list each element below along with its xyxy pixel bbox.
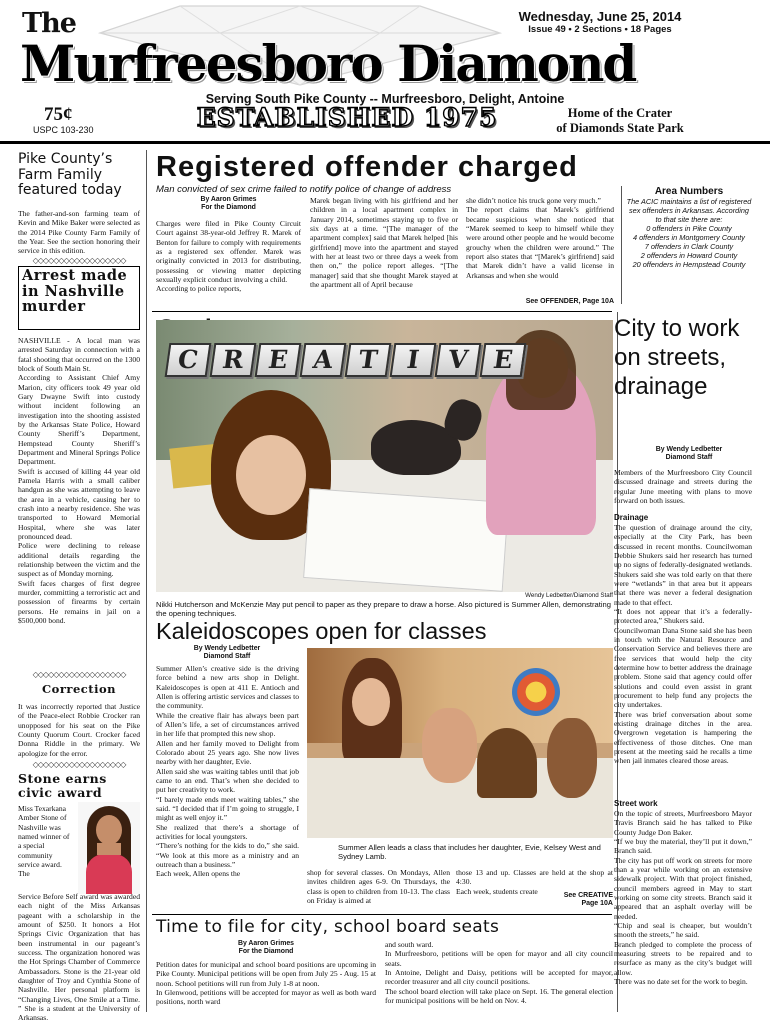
street-work-subhead: Street work	[614, 799, 658, 808]
creative-letter: E	[255, 343, 302, 377]
creative-letter: V	[435, 343, 482, 377]
area-numbers-box	[626, 186, 752, 270]
creative-letter: A	[300, 343, 347, 377]
creative-letter: R	[210, 343, 257, 377]
kaleidoscopes-col3: those 13 and up. Classes are held at the shop at 4:30. Each week, students create	[456, 868, 613, 896]
area-numbers-headline: Area Numbers	[654, 186, 724, 197]
column-rule	[146, 150, 147, 1012]
offender-col3: she didn’t notice his truck gone very much.” The report claims that Marek’s girlfriend became suspicious when she noticed that “Marek seemed to keep to himself while they were around other people and he would become grouchy when the children were around.” The report also states that “[Marek’s girlfriend] said that Marek didn’t have a valid license in Arkansas and when she would	[466, 196, 614, 280]
offender-headline: Registered offender charged	[156, 151, 578, 183]
filing-col1: Petition dates for municipal and school board positions are upcoming in Pike County. Municipal petitions will be open from July 25 - Aug. 15 at noon. School petitions will run from July 1-8 at noon. In Glenwood, petitions will be accepted for mayor as well as both ward positions, north ward	[156, 960, 376, 1007]
tagline: Serving South Pike County -- Murfreesboro, Delight, Antoine	[205, 92, 565, 106]
byline-org: Diamond Staff	[665, 454, 713, 462]
offender-jump[interactable]: See OFFENDER, Page 10A	[525, 298, 614, 305]
kaleidoscopes-jump[interactable]	[456, 892, 613, 909]
issue-info: Issue 49 • 2 Sections • 18 Pages	[528, 24, 672, 35]
byline-name: By Aaron Grimes	[200, 196, 257, 203]
correction-headline: Correction	[42, 682, 116, 696]
farm-family-body: The father-and-son farming team of Kevin and Mike Baker were selected as the 2014 Pike County Farm Family of the Year. See the section honoring their service in this edition.	[18, 209, 140, 256]
amber-stone-portrait	[78, 802, 140, 894]
offender-col1: Charges were filed in Pike County Circuit Court against 38-year-old Jeffrey R. Marek of Benton for failure to comply with requirements as a registered sex offender. Marek was originally convicted in 2013 for distributing, possessing or viewing matter depicting sexually explicit conduct involving a child. According to police reports,	[156, 219, 301, 294]
byline-name: By Wendy Ledbetter	[655, 446, 723, 453]
kaleidoscope-photo-caption: Summer Allen leads a class that includes her daughter, Evie, Kelsey West and Sydney Lamb.	[338, 843, 601, 862]
kaleidoscopes-headline: Kaleidoscopes open for classes	[156, 618, 487, 644]
photo-caption: Nikki Hutcherson and McKenzie May put pencil to paper as they prepare to draw a horse. Also pictured is Summer Allen, demonstrating the opening techniques.	[156, 600, 612, 619]
arrest-body: NASHVILLE - A local man was arrested Saturday in connection with a fatal shooting that occurred on the 1300 block of South Main St. According to Assistant Chief Amy Marion, city officers took 49 year old Gary Dwayne Swift into custody without incident following an investigation into the shooting assisted by the Arkansas State Police, Howard County Sheriff’s Department, Hempstead County Sheriff’s Department and Mineral Springs Police Department. Swift is accused of killing 44 year old Pamela Harris with a small caliber handgun as she was attempting to leave the area in a vehicle, causing her to crash into a nearby residence. She was transported to Howard Memorial Hospital, where she was later pronounced dead. Police were declining to release additional details regarding the relationship between the victim and the suspect as of Monday morning. Swift faces charges of first degree murder, committing a terroristic act and possession of firearms by certain persons. He remains in jail on a $500,000 bond.	[18, 336, 140, 625]
creative-letter: C	[165, 343, 212, 377]
arrest-headline-box	[18, 266, 140, 330]
drainage-subhead: Drainage	[614, 513, 649, 522]
drainage-body: The question of drainage around the city, especially at the City Park, has been discussed in recent months. Councilwoman Debbie Shukers said her research has turned up no signs of federally-designated wetlands. Shukers said she was told early on that there were “wetlands” in that area but it appears that there was never a federal designation made to that effect. “It does not appear that it’s a federally-protected area,” Shukers said. Councilwoman Dana Stone said she has been in touch with the Natural Resource and Conservation Service and believes there are free services that would help the city determine how to better address the drainage problem. Stone said that agency could offer solutions and could even assist in grant procurement to help fund any projects the city undertakes. There was brief conversation about some existing drainage ditches in the area. Overgrown vegetation is hampering the effectiveness of those ditches. One man present at the meeting said he recalls a time when jail inmates cleared those areas.	[614, 523, 752, 766]
city-byline	[626, 446, 752, 463]
offender-deck: Man convicted of sex crime failed to notify police of change of address	[156, 184, 452, 195]
masthead-the: The	[22, 8, 76, 39]
offender-byline	[156, 196, 301, 213]
byline-name: By Aaron Grimes	[237, 940, 295, 947]
creative-letter-tiles	[167, 343, 527, 377]
section-rule	[152, 914, 612, 915]
masthead-title: Murfreesboro Diamond	[20, 34, 636, 93]
byline-name: By Wendy Ledbetter	[193, 645, 261, 652]
jump-line: Page 10A	[581, 900, 613, 908]
filing-byline	[156, 940, 376, 957]
byline-org: For the Diamond	[238, 948, 294, 956]
creative-letter: T	[345, 343, 392, 377]
ornament-rule: ◇◇◇◇◇◇◇◇◇◇◇◇◇◇◇◇◇◇	[32, 670, 126, 679]
home-of-crater-line1: Home of the Crater	[567, 106, 673, 120]
masthead-rule	[0, 141, 770, 144]
home-of-crater-line2: of Diamonds State Park	[556, 121, 684, 135]
established-banner: ESTABLISHED 1975	[196, 103, 498, 132]
issue-date: Wednesday, June 25, 2014	[518, 9, 682, 24]
photo-credit: Wendy Ledbetter/Diamond Staff	[525, 592, 613, 599]
filing-headline: Time to file for city, school board seats	[156, 917, 500, 937]
city-headline: City to work on streets, drainage	[614, 315, 740, 400]
jump-line: See CREATIVE	[563, 892, 613, 899]
section-rule	[152, 311, 612, 312]
stone-headline: Stone earns civic award	[18, 771, 107, 800]
stone-body: Service Before Self award was awarded each night of the Miss Arkansas pageant with a scholarship in the amount of $250. It honors a Hot Springs Civic Organization that has been instrumental in our pageant’s success. The organization honored was the Hot Springs Chamber of Commerce Ambassadors. Stone is the 21-year old daughter of Troy and Cynthia Stone of Nashville. Her personal platform is “Changing Lives, One Smile at a Time. ” She is a student at the University of Arkansas.	[18, 892, 140, 1023]
price: 75¢	[44, 104, 73, 125]
kaleidoscopes-byline	[156, 645, 298, 662]
kaleidoscopes-col1: Summer Allen’s creative side is the driving force behind a new arts shop in Delight. Kaleidoscopes is open at 411 E. Antioch and Allen is offering artistic services and classes to the community. While the creative flair has always been part of Allen’s life, a set of circumstances arrived in her life that prompted this new shop. Allen and her family moved to Delight from Colorado about 25 years ago. She now lives nearby with her daughter, Evie. Allen said she was waiting tables until that job came to an end. That’s when she decided to put her creativity to work. “I barely made ends meet waiting tables,” she said. “I decided that if I’m going to struggle, I might as well enjoy it.” She realized that there’s a shortage of activities for local youngsters. “There’s nothing for the kids to do,” she said. “We look at this more as a ministry and an outreach than a business.” Each week, Allen opens the	[156, 664, 299, 879]
filing-col2: and south ward. In Murfreesboro, petitions will be open for mayor and all city council seats. In Antoine, Delight and Daisy, petitions will be accepted for mayor, recorder treasurer and all city council positions. The school board election will take place on Sept. 16. The general election for municipal positions will be held on Nov. 4.	[385, 940, 613, 1005]
byline-org: For the Diamond	[201, 204, 256, 212]
creative-letter: I	[390, 343, 437, 377]
street-work-body: On the topic of streets, Murfreesboro Mayor Travis Branch said he has talked to Pike County Judge Don Baker. “If we buy the material, they’ll put it down,” Branch said. The city has put off work on streets for more than a year while working on an extensive sidewalk project. With that project finished, council members agreed in May to start working on some city streets. Branch said it appeared that an asphalt overlay will be needed. “Chip and seal is cheaper, but wouldn’t smooth the streets,” he said. Branch pledged to complete the process of measuring streets to be repaired and to resurface as many as the city’s budget will allow. There was no date set for the work to begin.	[614, 809, 752, 986]
arrest-headline: Arrest made in Nashville murder	[22, 267, 128, 316]
masthead	[0, 0, 770, 142]
column-rule	[621, 186, 622, 304]
uspc-number: USPC 103-230	[33, 125, 94, 135]
creative-letter: E	[480, 343, 527, 377]
area-numbers-body: The ACIC maintains a list of registered sex offenders in Arkansas. According to that site there are: 0 offenders in Pike County 4 offenders in Montgomery County 7 offenders in Clark County 2 offenders in Howard County 20 offenders in Hempstead County	[626, 197, 752, 269]
offender-col2: Marek began living with his girlfriend and her children in a local apartment complex in January 2014, sometimes staying up to five or six days at a time. “[The manager of the apartment complex] said that Marek helped [his girlfriend] move into the apartment and stayed with her at least two or three days a week from then on,” the police report alleges. “[The manager] said that she thought Marek stayed at the apartment all of April because	[310, 196, 458, 289]
byline-org: Diamond Staff	[203, 653, 251, 661]
kaleidoscope-class-photo	[307, 648, 613, 838]
ornament-rule: ◇◇◇◇◇◇◇◇◇◇◇◇◇◇◇◇◇◇	[32, 256, 126, 265]
farm-family-headline: Pike County’s Farm Family featured today	[18, 151, 122, 199]
kaleidoscopes-col2: shop for several classes. On Mondays, Allen invites children ages 6-9. On Thursdays, the class is open to children from 10-13. The class on Friday is aimed at	[307, 868, 450, 905]
city-intro: Members of the Murfreesboro City Council discussed drainage and streets during the regular June meeting with plans to move forward on both issues.	[614, 468, 752, 505]
ornament-rule: ◇◇◇◇◇◇◇◇◇◇◇◇◇◇◇◇◇◇	[32, 760, 126, 769]
stone-body-wrap: Miss Texarkana Amber Stone of Nashville was named winner of a special community service award. The	[18, 804, 70, 879]
correction-body: It was incorrectly reported that Justice of the Peace-elect Robbie Crocker ran unopposed for his seat on the Pike County Quorum Court. Crocker faced Donna Riddle in the primary. We apologize for the error.	[18, 702, 140, 758]
